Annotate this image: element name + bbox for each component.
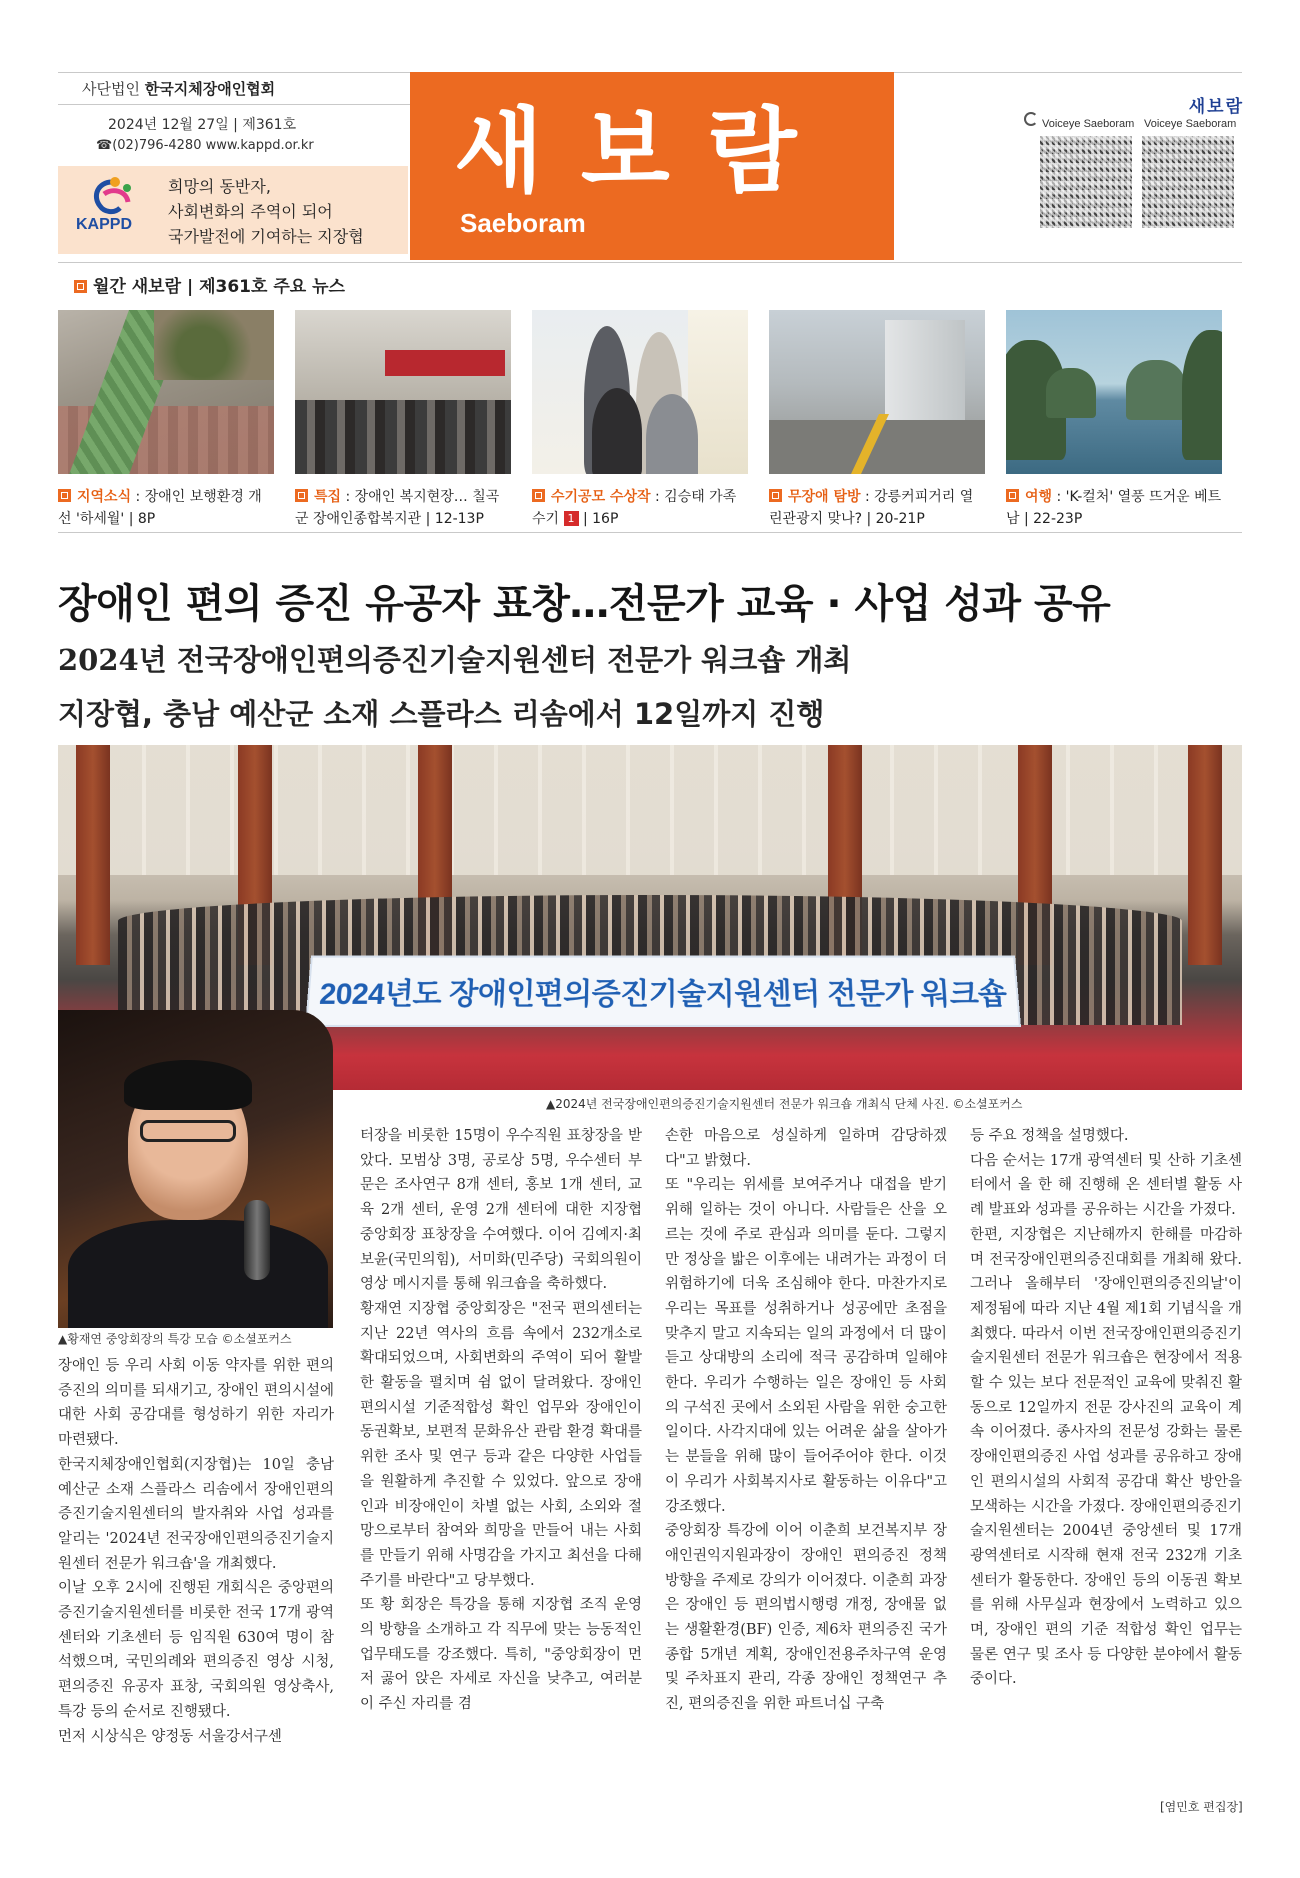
paragraph: 먼저 시상식은 양정동 서울강서구센 xyxy=(58,1728,282,1745)
news-item[interactable] xyxy=(58,310,274,530)
news-thumbnail[interactable] xyxy=(295,310,511,474)
slogan-box xyxy=(58,166,408,254)
contact-info: ☎(02)796-4280 www.kappd.or.kr xyxy=(96,138,314,153)
voiceye-code[interactable] xyxy=(1142,136,1234,228)
news-text: : 장애인 복지현장… 칠곡군 장애인종합복지관 | 12-13P xyxy=(295,489,500,527)
news-item[interactable] xyxy=(295,310,511,530)
slogan-line: 희망의 동반자, xyxy=(168,177,271,196)
qr-label: Voiceye Saeboram xyxy=(1042,118,1135,130)
square-bullet-icon xyxy=(58,489,71,502)
photo-banner xyxy=(305,956,1021,1027)
org-name: 한국지체장애인협회 xyxy=(144,80,276,98)
voiceye-icon xyxy=(1024,112,1038,126)
paragraph: 다음 순서는 17개 광역센터 및 산하 기초센터에서 올 한 해 진행해 온 센터별 활동 사례 발표와 성과를 공유하는 시간을 가졌다. xyxy=(970,1152,1242,1219)
paragraph: 황재연 지장협 중앙회장은 "전국 편의센터는 지난 22년 역사의 흐름 속에서 232개소로 확대되었으며, 사회변화의 주역이 되어 활발한 활동을 펼치며 쉼 없이 달려왔다. 장애인 편의시설 기준적합성 확인 업무와 장애인이동권확보, 보편적 문화유산 관람 환경 확대를 위한 조사 및 연구 등과 같은 다양한 사업들을 원활하게 추진할 수 있었다. 앞으로 장애인과 비장애인이 차별 없는 사회, 소외와 절망으로부터 참여와 희망을 만들어 내는 사회를 만들기 위해 사명감을 가지고 최선을 다해주기를 바란다"고 당부했다. xyxy=(360,1300,642,1589)
news-caption[interactable] xyxy=(1006,486,1222,530)
news-item[interactable] xyxy=(532,310,748,530)
section-label-text: 월간 새보람 | 제361호 주요 뉴스 xyxy=(93,277,345,297)
news-text: : 'K-컬처' 열풍 뜨거운 베트남 | 22-23P xyxy=(1006,489,1222,527)
paragraph: 한편, 지장협은 지난해까지 한해를 마감하며 전국장애인편의증진대회를 개최해 왔다. 그러나 올해부터 '장애인편의증진의날'이 제정됨에 따라 지난 4월 제1회 기념식을 개최했다. 따라서 이번 전국장애인편의증진기술지원센터 전문가 워크숍은 현장에서 적용할 수 있는 보다 전문적인 교육에 맞춰진 활동으로 12일까지 전문 강사진의 교육이 계속 이어졌다. 종사자의 전문성 강화는 물론 장애인편의증진 사업 성과를 공유하고 장애인 편의시설의 사회적 공감대 확산 방안을 모색하는 시간을 가졌다. 장애인편의증진기술지원센터는 2004년 중앙센터 및 17개 광역센터로 시작해 현재 전국 232개 기초센터가 활동한다. 장애인 등의 이동권 확보를 위해 사무실과 현장에서 노력하고 있으며, 장애인 편의 기준 적합성 확인 업무는 물론 연구 및 조사 등 다양한 분야에서 활동 중이다. xyxy=(970,1226,1242,1688)
article-column-4 xyxy=(970,1124,1242,1692)
news-page: | 16P xyxy=(578,511,619,527)
paragraph: 장애인 등 우리 사회 이동 약자를 위한 편의 증진의 의미를 되새기고, 장애인 편의시설에 대한 사회 공감대를 형성하기 위한 자리가 마련됐다. xyxy=(58,1358,334,1449)
square-bullet-icon xyxy=(74,280,87,293)
paragraph: 이날 오후 2시에 진행된 개회식은 중앙편의증진기술지원센터를 비롯한 전국 17개 광역센터와 기초센터 등 임직원 630여 명이 참석했으며, 국민의례와 편의증진 영상 시청, 편의증진 유공자 표창, 국회의원 영상축사, 특강 등의 순서로 진행됐다. xyxy=(58,1580,334,1720)
newspaper-title-block xyxy=(410,72,894,260)
article-column-1 xyxy=(58,1354,334,1749)
paragraph: 손한 마음으로 성실하게 일하며 감당하겠다"고 밝혔다. xyxy=(665,1128,947,1169)
voiceye-code[interactable] xyxy=(1040,136,1132,228)
news-text: : 강릉커피거리 열린관광지 맞나? | 20-21P xyxy=(769,489,974,527)
article-subhead: 지장협, 충남 예산군 소재 스플라스 리솜에서 12일까지 진행 xyxy=(58,697,825,731)
editor-signoff: [염민호 편집장] xyxy=(1160,1800,1243,1814)
news-category: 무장애 탐방 xyxy=(788,489,861,505)
paragraph: 중앙회장 특강에 이어 이춘희 보건복지부 장애인권익지원과장이 장애인 편의증진 정책 방향을 주제로 강의가 이어졌다. 이춘희 과장은 장애인 등 편의법시행령 개정, 장애물 없는 생활환경(BF) 인증, 제6차 편의증진 국가종합 5개년 계획, 장애인전용주차구역 운영 및 주차표지 관리, 각종 장애인 정책연구 추진, 편의증진을 위한 파트너십 구축 xyxy=(665,1523,947,1713)
issue-date: 2024년 12월 27일 | 제361호 xyxy=(108,117,297,133)
news-thumbnail[interactable] xyxy=(769,310,985,474)
masthead-bottom-rule xyxy=(58,262,1242,263)
news-caption[interactable] xyxy=(58,486,274,530)
news-item[interactable] xyxy=(769,310,985,530)
newspaper-title-en: Saeboram xyxy=(460,208,586,238)
qr-label: Voiceye Saeboram xyxy=(1144,118,1237,130)
news-text: : 장애인 보행환경 개선 '하세월' | 8P xyxy=(58,489,262,527)
news-category: 특집 xyxy=(314,489,342,505)
paragraph: 터장을 비롯한 15명이 우수직원 표창장을 받았다. 모범상 3명, 공로상 5명, 우수센터 부문은 조사연구 8개 센터, 홍보 1개 센터, 교육 2개 센터, 운영 2개 센터에 대한 지장협 중앙회장 표창장을 수여했다. 이어 김예지·최보윤(국민의힘), 서미화(민주당) 국회의원이 영상 메시지를 통해 워크숍을 축하했다. xyxy=(360,1128,642,1293)
kappd-logo-text: KAPPD xyxy=(75,216,132,233)
news-caption[interactable] xyxy=(769,486,985,530)
org-line xyxy=(82,78,275,99)
slogan-line: 사회변화의 주역이 되어 xyxy=(168,202,333,221)
article-subhead: 2024년 전국장애인편의증진기술지원센터 전문가 워크숍 개최 xyxy=(58,643,852,677)
news-caption[interactable] xyxy=(532,486,748,530)
masthead-divider xyxy=(58,104,410,105)
news-category: 여행 xyxy=(1025,489,1053,505)
news-thumbnail[interactable] xyxy=(1006,310,1222,474)
portrait-caption: ▲황재연 중앙회장의 특강 모습 ©소셜포커스 xyxy=(58,1332,292,1346)
paragraph: 등 주요 정책을 설명했다. xyxy=(970,1128,1129,1144)
news-section-label xyxy=(74,272,345,297)
photo-caption: ▲2024년 전국장애인편의증진기술지원센터 전문가 워크숍 개최식 단체 사진. ©소셜포커스 xyxy=(546,1097,1023,1111)
paragraph: 또 "우리는 위세를 보여주거나 대접을 받기 위해 일하는 것이 아니다. 사람들은 산을 오르는 것에 주로 관심과 의미를 둔다. 그렇지만 정상을 밟은 이후에는 내려가는 과정이 더 위험하기에 더욱 조심해야 한다. 마찬가지로 우리는 목표를 성취하거나 성공에만 초점을 맞추지 말고 지속되는 일의 과정에서 더 많이 듣고 상대방의 소리에 적극 공감하며 일해야 한다. 우리가 수행하는 일은 장애인 등 사회의 구석진 곳에서 소외된 사람을 위한 숭고한 일이다. 사각지대에 있는 어려운 삶을 살아가는 분들을 위해 많이 들어주어야 한다. 이것이 우리가 사회복지사로 활동하는 이유다"고 강조했다. xyxy=(665,1177,947,1515)
news-text: : 김승태 가족 수기 xyxy=(532,489,737,527)
square-bullet-icon xyxy=(532,489,545,502)
slogan-line: 국가발전에 기여하는 지장협 xyxy=(168,227,364,246)
news-thumbnail[interactable] xyxy=(532,310,748,474)
square-bullet-icon xyxy=(1006,489,1019,502)
paragraph: 또 황 회장은 특강을 통해 지장협 조직 운영의 방향을 소개하고 각 직무에 맞는 능동적인 업무태도를 강조했다. 특히, "중앙회장이 먼저 곯어 앉은 자세로 자신을 낮추고, 여러분이 주신 자리를 겸 xyxy=(360,1597,642,1713)
square-bullet-icon xyxy=(295,489,308,502)
news-category: 지역소식 xyxy=(77,489,132,505)
article-column-3 xyxy=(665,1124,947,1717)
article-column-2 xyxy=(360,1124,642,1717)
article-headline: 장애인 편의 증진 유공자 표창…전문가 교육 · 사업 성과 공유 xyxy=(58,581,1111,627)
news-category: 수기공모 수상작 xyxy=(551,489,651,505)
news-thumbnail[interactable] xyxy=(58,310,274,474)
news-divider xyxy=(58,532,1242,533)
photo-banner-text: 2024년도 장애인편의증진기술지원센터 전문가 워크숍 xyxy=(318,978,1008,1011)
newspaper-title: 새보람 xyxy=(454,98,835,205)
org-prefix: 사단법인 xyxy=(82,80,140,98)
portrait-photo xyxy=(58,1010,333,1328)
qr-title: 새보람 xyxy=(1188,97,1244,117)
news-item[interactable] xyxy=(1006,310,1222,530)
part-badge: 1 xyxy=(564,511,579,526)
voiceye-qr-area xyxy=(1022,88,1252,238)
news-caption[interactable] xyxy=(295,486,511,530)
masthead-info xyxy=(58,70,410,260)
paragraph: 한국지체장애인협회(지장협)는 10일 충남 예산군 소재 스플라스 리솜에서 장애인편의증진기술지원센터의 발자취와 사업 성과를 알리는 '2024년 전국장애인편의증진기술지원센터 전문가 워크숍'을 개최했다. xyxy=(58,1456,334,1572)
slogan xyxy=(168,174,364,249)
square-bullet-icon xyxy=(769,489,782,502)
